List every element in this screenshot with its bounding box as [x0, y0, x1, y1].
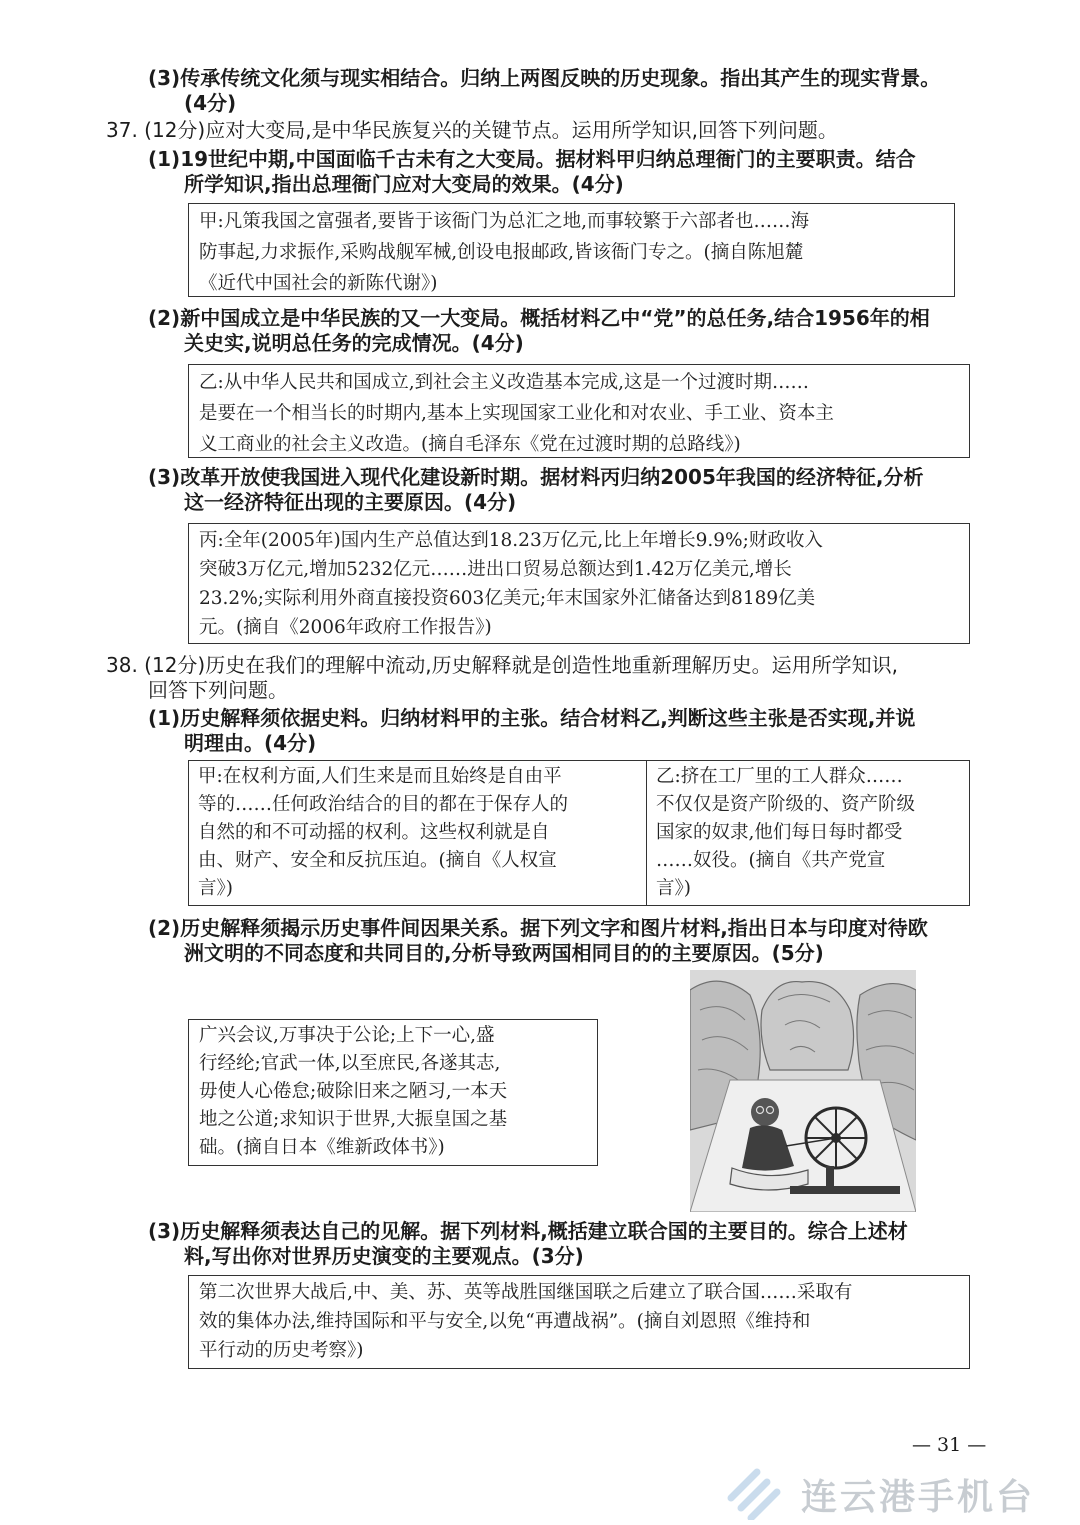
q38-material-jia-yi: [188, 760, 970, 906]
watermark: [727, 1468, 1035, 1520]
material-line: 甲:凡策我国之富强者,要皆于该衙门为总汇之地,而事较繁于六部者也……海: [199, 211, 809, 232]
material-line: 由、财产、安全和反抗压迫。(摘自《人权宣: [198, 850, 557, 871]
q38-part3: [148, 1219, 908, 1269]
material-line: 乙:挤在工厂里的工人群众……: [656, 766, 903, 787]
q37-stem: 37. (12分)应对大变局,是中华民族复兴的关键节点。运用所学知识,回答下列问题。: [106, 118, 838, 142]
q37-material-bing: [188, 523, 970, 644]
q37-material-jia: [188, 203, 955, 297]
q38-stem-line2: 回答下列问题。: [148, 678, 288, 702]
q38-stem-line1: 38. (12分)历史在我们的理解中流动,历史解释就是创造性地重新理解历史。运用所学知识,: [106, 653, 898, 677]
q38-material-jia: [189, 761, 647, 905]
material-line: 乙:从中华人民共和国成立,到社会主义改造基本完成,这是一个过渡时期……: [199, 372, 809, 393]
material-line: 甲:在权利方面,人们生来是而且始终是自由平: [198, 766, 562, 787]
material-line: 言》): [198, 878, 233, 899]
q37-part3: [148, 465, 923, 515]
material-line: 第二次世界大战后,中、美、苏、英等战胜国继国联之后建立了联合国……采取有: [199, 1282, 853, 1303]
q38-material-un: [188, 1275, 970, 1369]
material-line: ……奴役。(摘自《共产党宣: [656, 850, 886, 871]
material-line: 防事起,力求振作,采购战舰军械,创设电报邮政,皆该衙门专之。(摘自陈旭麓: [199, 242, 804, 263]
q38-part1-line2: 明理由。(4分): [184, 731, 317, 755]
material-line: 言》): [656, 878, 691, 899]
material-line: 广兴会议,万事决于公论;上下一心,盛: [199, 1025, 495, 1046]
q38-part1-line1: (1)历史解释须依据史料。归纳材料甲的主张。结合材料乙,判断这些主张是否实现,并说: [148, 706, 916, 730]
material-line: 23.2%;实际利用外商直接投资603亿美元;年末国家外汇储备达到8189亿美: [199, 588, 816, 609]
q38-part1: [148, 706, 915, 756]
q37-part1-line1: (1)19世纪中期,中国面临千古未有之大变局。据材料甲归纳总理衙门的主要职责。结合: [148, 147, 916, 171]
q36-part3: [148, 66, 940, 116]
q37-part1: [148, 147, 916, 197]
q36-part3-line1: (3)传承传统文化须与现实相结合。归纳上两图反映的历史现象。指出其产生的现实背景。: [148, 66, 941, 90]
material-line: 自然的和不可动摇的权利。这些权利就是自: [198, 822, 550, 843]
material-line: 《近代中国社会的新陈代谢》): [199, 273, 438, 294]
q38-part2: [148, 916, 928, 966]
material-line: 突破3万亿元,增加5232亿元……进出口贸易总额达到1.42万亿美元,增长: [199, 559, 792, 580]
q38-part3-line2: 料,写出你对世界历史演变的主要观点。(3分): [184, 1244, 584, 1268]
q36-part3-line2: (4分): [184, 91, 237, 115]
watermark-logo-icon: [727, 1468, 789, 1520]
material-line: 础。(摘自日本《维新政体书》): [199, 1137, 445, 1158]
material-line: 丙:全年(2005年)国内生产总值达到18.23万亿元,比上年增长9.9%;财政收入: [199, 530, 823, 551]
q37-part2: [148, 306, 930, 356]
q37-part2-line1: (2)新中国成立是中华民族的又一大变局。概括材料乙中“党”的总任务,结合1956年的相: [148, 306, 930, 330]
q38-part2-line1: (2)历史解释须揭示历史事件间因果关系。据下列文字和图片材料,指出日本与印度对待欧: [148, 916, 928, 940]
q37-part2-line2: 关史实,说明总任务的完成情况。(4分): [184, 331, 524, 355]
q38-part2-line2: 洲文明的不同态度和共同目的,分析导致两国相同目的的主要原因。(5分): [184, 941, 824, 965]
watermark-text: 连云港手机台: [801, 1476, 1036, 1518]
material-line: 元。(摘自《2006年政府工作报告》): [199, 617, 492, 638]
q38-material-yi: [647, 761, 969, 905]
q37-part3-line2: 这一经济特征出现的主要原因。(4分): [184, 490, 517, 514]
material-line: 地之公道;求知识于世界,大振皇国之基: [199, 1109, 508, 1130]
q37-part1-line2: 所学知识,指出总理衙门应对大变局的效果。(4分): [184, 172, 624, 196]
q38-part3-line1: (3)历史解释须表达自己的见解。据下列材料,概括建立联合国的主要目的。综合上述材: [148, 1219, 908, 1243]
material-line: 国家的奴隶,他们每日每时都受: [656, 822, 903, 843]
q37-material-yi: [188, 364, 970, 458]
material-line: 毋使人心倦怠;破除旧来之陋习,一本天: [199, 1081, 508, 1102]
q37-part3-line1: (3)改革开放使我国进入现代化建设新时期。据材料丙归纳2005年我国的经济特征,分析: [148, 465, 924, 489]
page-number: — 31 —: [912, 1434, 987, 1456]
material-line: 等的……任何政治结合的目的都在于保存人的: [198, 794, 569, 815]
material-line: 平行动的历史考察》): [199, 1340, 364, 1361]
gandhi-spinning-wheel-image: [690, 970, 916, 1212]
material-line: 效的集体办法,维持国际和平与安全,以免“再遭战祸”。(摘自刘恩照《维持和: [199, 1311, 811, 1332]
q38-stem: [106, 653, 898, 703]
material-line: 不仅仅是资产阶级的、资产阶级: [656, 794, 916, 815]
material-line: 是要在一个相当长的时期内,基本上实现国家工业化和对农业、手工业、资本主: [199, 403, 834, 424]
material-line: 义工商业的社会主义改造。(摘自毛泽东《党在过渡时期的总路线》): [199, 434, 741, 455]
material-line: 行经纶;官武一体,以至庶民,各遂其志,: [199, 1053, 501, 1074]
q38-material-japan: [188, 1019, 598, 1166]
